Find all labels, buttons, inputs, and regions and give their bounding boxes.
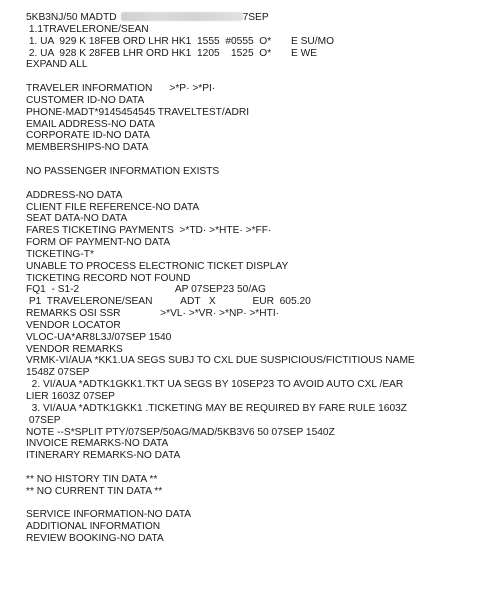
terminal-line: REMARKS OSI SSR >*VL· >*VR· >*NP· >*HTI·: [26, 308, 280, 320]
terminal-line: [26, 462, 486, 474]
terminal-line: MEMBERSHIPS-NO DATA: [26, 142, 149, 154]
terminal-line: ADDRESS-NO DATA: [26, 189, 123, 201]
terminal-line: 1. UA 929 K 18FEB ORD LHR HK1 1555 #0555 O* E SU/MO: [26, 35, 335, 47]
terminal-line: ** NO CURRENT TIN DATA **: [26, 485, 163, 497]
terminal-line: [26, 178, 486, 190]
terminal-line: NO PASSENGER INFORMATION EXISTS: [26, 165, 220, 177]
terminal-line: FORM OF PAYMENT-NO DATA: [26, 237, 171, 249]
terminal-line: TICKETING-T*: [26, 248, 94, 260]
terminal-line: FQ1 - S1-2 AP 07SEP23 50/AG: [26, 284, 266, 296]
terminal-line: VENDOR LOCATOR: [26, 319, 121, 331]
terminal-line: 1.1TRAVELERONE/SEAN: [26, 23, 149, 35]
terminal-line: VLOC-UA*AR8L3J/07SEP 1540: [26, 331, 172, 343]
terminal-line: ITINERARY REMARKS-NO DATA: [26, 450, 181, 462]
terminal-line: PHONE-MADT*9145454545 TRAVELTEST/ADRI: [26, 106, 250, 118]
terminal-line: NOTE --S*SPLIT PTY/07SEP/50AG/MAD/5KB3V6 50 07SEP 1540Z: [26, 426, 335, 438]
terminal-line: 2. UA 928 K 28FEB LHR ORD HK1 1205 1525 O* E WE: [26, 47, 318, 59]
terminal-line: [26, 71, 486, 83]
terminal-line: SERVICE INFORMATION-NO DATA: [26, 509, 192, 521]
record-locator-prefix: 5KB3NJ/50 MADTD: [26, 12, 117, 23]
terminal-line: SEAT DATA-NO DATA: [26, 213, 128, 225]
terminal-line: TRAVELER INFORMATION >*P· >*PI·: [26, 83, 216, 95]
terminal-line: 07SEP: [26, 414, 61, 426]
terminal-line: ADDITIONAL INFORMATION: [26, 521, 161, 533]
terminal-line: LIER 1603Z 07SEP: [26, 391, 115, 402]
terminal-line: VRMK-VI/AUA *KK1.UA SEGS SUBJ TO CXL DUE SUSPICIOUS/FICTITIOUS NAME: [26, 355, 415, 367]
terminal-line: TICKETING RECORD NOT FOUND: [26, 272, 191, 284]
terminal-line: 3. VI/AUA *ADTK1GKK1 .TICKETING MAY BE REQUIRED BY FARE RULE 1603Z: [26, 402, 408, 414]
redacted-block: [121, 12, 243, 21]
terminal-line: UNABLE TO PROCESS ELECTRONIC TICKET DISPLAY: [26, 260, 289, 272]
terminal-line: CORPORATE ID-NO DATA: [26, 130, 150, 142]
terminal-line: FARES TICKETING PAYMENTS >*TD· >*HTE· >*FF·: [26, 225, 272, 237]
terminal-line: REVIEW BOOKING-NO DATA: [26, 533, 164, 545]
terminal-line: VENDOR REMARKS: [26, 343, 123, 355]
terminal-line: P1 TRAVELERONE/SEAN ADT X EUR 605.20: [26, 296, 311, 308]
terminal-line: [26, 154, 486, 166]
terminal-line: 2. VI/AUA *ADTK1GKK1.TKT UA SEGS BY 10SEP23 TO AVOID AUTO CXL /EAR: [26, 379, 404, 391]
terminal-line: CLIENT FILE REFERENCE-NO DATA: [26, 201, 200, 213]
terminal-line: ** NO HISTORY TIN DATA **: [26, 473, 158, 485]
record-locator-line: [26, 12, 486, 24]
terminal-line: EMAIL ADDRESS-NO DATA: [26, 118, 155, 130]
record-locator-suffix: 7SEP: [242, 12, 269, 23]
terminal-line: [26, 498, 486, 510]
terminal-line: INVOICE REMARKS-NO DATA: [26, 438, 169, 450]
terminal-screen: [26, 12, 486, 545]
terminal-line: CUSTOMER ID-NO DATA: [26, 94, 145, 106]
terminal-line: 1548Z 07SEP: [26, 367, 90, 379]
expand-all-link[interactable]: EXPAND ALL: [26, 59, 88, 71]
